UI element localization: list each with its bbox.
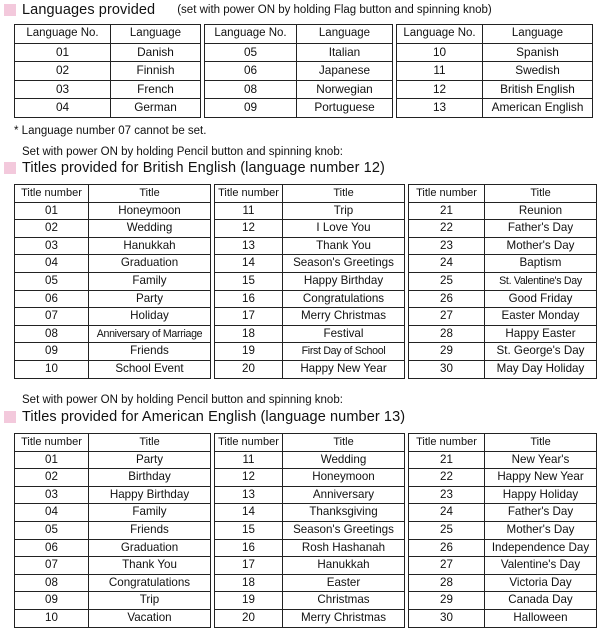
number-cell: 03 — [15, 80, 111, 99]
title-row — [15, 592, 597, 610]
title-row — [15, 486, 597, 504]
name-cell: Family — [89, 272, 211, 290]
name-cell: School Event — [89, 360, 211, 378]
pink-square-bullet-icon — [4, 162, 16, 174]
name-cell: Happy Birthday — [283, 272, 405, 290]
title-row — [15, 290, 597, 308]
number-cell: 15 — [215, 272, 283, 290]
name-cell: St. George's Day — [485, 343, 597, 361]
name-cell: Baptism — [485, 255, 597, 273]
number-cell: 01 — [15, 451, 89, 469]
title-row — [15, 272, 597, 290]
number-cell: 05 — [15, 272, 89, 290]
language-row — [15, 99, 593, 118]
american-table-body — [15, 451, 597, 627]
british-titles-table — [14, 184, 597, 379]
col-title: Title — [485, 185, 597, 203]
number-cell: 05 — [15, 521, 89, 539]
title-row — [15, 539, 597, 557]
name-cell: Hanukkah — [89, 237, 211, 255]
name-cell: Spanish — [483, 43, 593, 62]
number-cell: 09 — [205, 99, 297, 118]
name-cell: Anniversary — [283, 486, 405, 504]
name-cell: Merry Christmas — [283, 308, 405, 326]
name-cell: Japanese — [297, 62, 393, 81]
number-cell: 10 — [397, 43, 483, 62]
number-cell: 06 — [205, 62, 297, 81]
title-row — [15, 325, 597, 343]
languages-title: Languages provided — [22, 2, 156, 18]
pink-square-bullet-icon — [4, 411, 16, 423]
col-language-no: Language No. — [15, 25, 111, 44]
title-row — [15, 469, 597, 487]
number-cell: 23 — [409, 486, 485, 504]
number-cell: 19 — [215, 343, 283, 361]
col-title-number: Title number — [15, 185, 89, 203]
name-cell: Thank You — [283, 237, 405, 255]
number-cell: 03 — [15, 486, 89, 504]
number-cell: 15 — [215, 521, 283, 539]
languages-header-row — [15, 25, 593, 44]
languages-heading — [4, 2, 492, 18]
name-cell: Italian — [297, 43, 393, 62]
name-cell: I Love You — [283, 220, 405, 238]
british-header-row — [15, 185, 597, 203]
number-cell: 02 — [15, 62, 111, 81]
number-cell: 01 — [15, 202, 89, 220]
number-cell: 05 — [205, 43, 297, 62]
number-cell: 27 — [409, 557, 485, 575]
title-row — [15, 343, 597, 361]
number-cell: 22 — [409, 469, 485, 487]
american-instruction: Set with power ON by holding Pencil button and spinning knob: — [22, 394, 343, 406]
number-cell: 13 — [215, 237, 283, 255]
name-cell: Mother's Day — [485, 237, 597, 255]
number-cell: 29 — [409, 343, 485, 361]
name-cell: Finnish — [111, 62, 201, 81]
name-cell: Mother's Day — [485, 521, 597, 539]
number-cell: 28 — [409, 574, 485, 592]
language-row — [15, 43, 593, 62]
number-cell: 17 — [215, 557, 283, 575]
name-cell: Graduation — [89, 255, 211, 273]
name-cell: Anniversary of Marriage — [89, 325, 211, 343]
col-title-number: Title number — [215, 434, 283, 452]
number-cell: 06 — [15, 539, 89, 557]
name-cell: Swedish — [483, 62, 593, 81]
name-cell: Friends — [89, 343, 211, 361]
col-language: Language — [483, 25, 593, 44]
name-cell: Easter Monday — [485, 308, 597, 326]
american-heading — [4, 409, 405, 425]
number-cell: 26 — [409, 539, 485, 557]
col-title-number: Title number — [215, 185, 283, 203]
number-cell: 07 — [15, 308, 89, 326]
number-cell: 06 — [15, 290, 89, 308]
name-cell: Honeymoon — [89, 202, 211, 220]
british-instruction: Set with power ON by holding Pencil button and spinning knob: — [22, 146, 343, 158]
number-cell: 18 — [215, 574, 283, 592]
name-cell: Friends — [89, 521, 211, 539]
name-cell: Happy New Year — [283, 360, 405, 378]
number-cell: 27 — [409, 308, 485, 326]
number-cell: 22 — [409, 220, 485, 238]
name-cell: Thank You — [89, 557, 211, 575]
language-row — [15, 80, 593, 99]
number-cell: 09 — [15, 343, 89, 361]
name-cell: Christmas — [283, 592, 405, 610]
number-cell: 04 — [15, 504, 89, 522]
name-cell: Reunion — [485, 202, 597, 220]
col-language: Language — [111, 25, 201, 44]
number-cell: 25 — [409, 521, 485, 539]
name-cell: French — [111, 80, 201, 99]
name-cell: Happy New Year — [485, 469, 597, 487]
title-row — [15, 237, 597, 255]
name-cell: Portuguese — [297, 99, 393, 118]
number-cell: 08 — [15, 325, 89, 343]
number-cell: 30 — [409, 360, 485, 378]
col-title-number: Title number — [409, 185, 485, 203]
name-cell: St. Valentine's Day — [485, 272, 597, 290]
number-cell: 13 — [215, 486, 283, 504]
number-cell: 25 — [409, 272, 485, 290]
number-cell: 24 — [409, 504, 485, 522]
language-row — [15, 62, 593, 81]
number-cell: 26 — [409, 290, 485, 308]
name-cell: Party — [89, 451, 211, 469]
name-cell: Victoria Day — [485, 574, 597, 592]
british-heading — [4, 160, 385, 176]
number-cell: 03 — [15, 237, 89, 255]
languages-table-body — [15, 43, 593, 117]
number-cell: 10 — [15, 609, 89, 627]
name-cell: Danish — [111, 43, 201, 62]
name-cell: Happy Easter — [485, 325, 597, 343]
col-title-number: Title number — [409, 434, 485, 452]
name-cell: Wedding — [283, 451, 405, 469]
number-cell: 16 — [215, 539, 283, 557]
name-cell: Trip — [89, 592, 211, 610]
title-row — [15, 360, 597, 378]
name-cell: Canada Day — [485, 592, 597, 610]
number-cell: 12 — [215, 220, 283, 238]
british-title: Titles provided for British English (language number 12) — [22, 160, 385, 176]
number-cell: 11 — [397, 62, 483, 81]
name-cell: Thanksgiving — [283, 504, 405, 522]
number-cell: 12 — [215, 469, 283, 487]
col-title: Title — [89, 434, 211, 452]
title-row — [15, 308, 597, 326]
number-cell: 12 — [397, 80, 483, 99]
name-cell: British English — [483, 80, 593, 99]
name-cell: Wedding — [89, 220, 211, 238]
number-cell: 10 — [15, 360, 89, 378]
col-title: Title — [283, 434, 405, 452]
name-cell: Father's Day — [485, 504, 597, 522]
name-cell: American English — [483, 99, 593, 118]
name-cell: New Year's — [485, 451, 597, 469]
col-title: Title — [89, 185, 211, 203]
name-cell: Party — [89, 290, 211, 308]
name-cell: Vacation — [89, 609, 211, 627]
title-row — [15, 557, 597, 575]
number-cell: 01 — [15, 43, 111, 62]
number-cell: 11 — [215, 202, 283, 220]
number-cell: 20 — [215, 609, 283, 627]
name-cell: Birthday — [89, 469, 211, 487]
number-cell: 23 — [409, 237, 485, 255]
languages-table — [14, 24, 593, 118]
number-cell: 08 — [15, 574, 89, 592]
number-cell: 07 — [15, 557, 89, 575]
number-cell: 28 — [409, 325, 485, 343]
number-cell: 17 — [215, 308, 283, 326]
col-title-number: Title number — [15, 434, 89, 452]
title-row — [15, 451, 597, 469]
name-cell: Honeymoon — [283, 469, 405, 487]
number-cell: 09 — [15, 592, 89, 610]
american-header-row — [15, 434, 597, 452]
number-cell: 21 — [409, 451, 485, 469]
pink-square-bullet-icon — [4, 4, 16, 16]
number-cell: 18 — [215, 325, 283, 343]
name-cell: Family — [89, 504, 211, 522]
name-cell: Season's Greetings — [283, 255, 405, 273]
name-cell: Easter — [283, 574, 405, 592]
number-cell: 21 — [409, 202, 485, 220]
name-cell: Happy Birthday — [89, 486, 211, 504]
american-titles-table — [14, 433, 597, 628]
name-cell: Halloween — [485, 609, 597, 627]
name-cell: Good Friday — [485, 290, 597, 308]
name-cell: First Day of School — [283, 343, 405, 361]
languages-footnote: * Language number 07 cannot be set. — [14, 125, 207, 137]
number-cell: 13 — [397, 99, 483, 118]
number-cell: 04 — [15, 255, 89, 273]
american-title: Titles provided for American English (language number 13) — [22, 409, 406, 425]
title-row — [15, 609, 597, 627]
name-cell: Congratulations — [89, 574, 211, 592]
title-row — [15, 504, 597, 522]
name-cell: Congratulations — [283, 290, 405, 308]
name-cell: German — [111, 99, 201, 118]
number-cell: 11 — [215, 451, 283, 469]
number-cell: 20 — [215, 360, 283, 378]
name-cell: Festival — [283, 325, 405, 343]
number-cell: 29 — [409, 592, 485, 610]
british-table-body — [15, 202, 597, 378]
number-cell: 14 — [215, 255, 283, 273]
name-cell: Hanukkah — [283, 557, 405, 575]
name-cell: Rosh Hashanah — [283, 539, 405, 557]
col-language-no: Language No. — [205, 25, 297, 44]
number-cell: 24 — [409, 255, 485, 273]
name-cell: Trip — [283, 202, 405, 220]
name-cell: Norwegian — [297, 80, 393, 99]
col-language: Language — [297, 25, 393, 44]
title-row — [15, 202, 597, 220]
number-cell: 02 — [15, 469, 89, 487]
languages-instruction: (set with power ON by holding Flag button and spinning knob) — [177, 4, 492, 16]
number-cell: 04 — [15, 99, 111, 118]
title-row — [15, 220, 597, 238]
name-cell: Graduation — [89, 539, 211, 557]
number-cell: 16 — [215, 290, 283, 308]
number-cell: 14 — [215, 504, 283, 522]
name-cell: Father's Day — [485, 220, 597, 238]
name-cell: Season's Greetings — [283, 521, 405, 539]
col-title: Title — [485, 434, 597, 452]
title-row — [15, 574, 597, 592]
name-cell: Holiday — [89, 308, 211, 326]
title-row — [15, 255, 597, 273]
col-language-no: Language No. — [397, 25, 483, 44]
col-title: Title — [283, 185, 405, 203]
name-cell: Independence Day — [485, 539, 597, 557]
number-cell: 19 — [215, 592, 283, 610]
title-row — [15, 521, 597, 539]
name-cell: May Day Holiday — [485, 360, 597, 378]
name-cell: Valentine's Day — [485, 557, 597, 575]
name-cell: Happy Holiday — [485, 486, 597, 504]
name-cell: Merry Christmas — [283, 609, 405, 627]
number-cell: 02 — [15, 220, 89, 238]
number-cell: 08 — [205, 80, 297, 99]
number-cell: 30 — [409, 609, 485, 627]
